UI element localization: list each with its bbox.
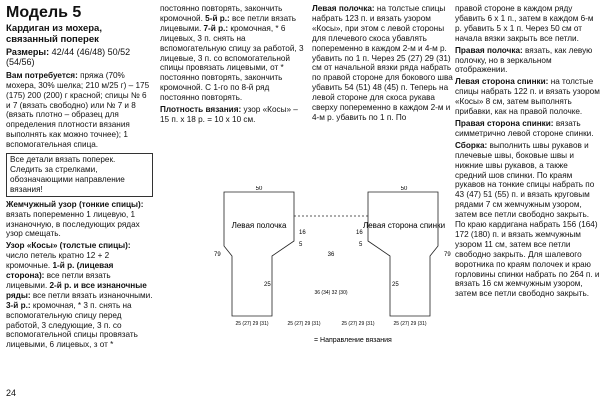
dim-sleeve-right: 5 bbox=[359, 242, 363, 248]
sizes-label: Размеры: bbox=[6, 47, 50, 57]
column-1 bbox=[6, 4, 153, 352]
cable-row2-label: 2-й р. и все изнаночные ряды: bbox=[6, 280, 147, 300]
back-right bbox=[455, 119, 601, 139]
cable-text: число петель кратно 12 + 2 кромочные. bbox=[6, 251, 110, 271]
dim-top-left: 50 bbox=[255, 186, 263, 192]
cable-row1-text: все петли вязать лицевыми. bbox=[6, 271, 111, 290]
left-front-piece bbox=[224, 192, 294, 316]
cable-row3-text: кромочная, * 3 п. снять на вспомогательную спицу перед работой, 3 следующие, 3 п. со вспомогательной спицы провязать лицевыми, 6 лицевых, з от * bbox=[6, 300, 138, 350]
assembly-text: выполнить швы рукавов и плечевые швы, боковые швы и нижние швы рукавов, а также средний шов спинки. По краям рукавов на тонкие спицы набрать по 43 (47) 51 (55) п. и вязать круговым рядами 7 см жемчужным узором, затем все петли свободно закрыть. По краю кардигана набрать 156 (164) 172 (180) п. и вязать жемчужным узором 11 см, затем все петли свободно закрыть. Для шалевого воротника по краям полочек и краю горловины спинки набрать по 264 п. и вязать 16 см жемчужным узором, затем все петли свободно закрыть. bbox=[455, 140, 600, 299]
model-subtitle: Кардиган из мохера, связанный поперек bbox=[6, 23, 102, 45]
dim-sleeve-left: 5 bbox=[299, 242, 303, 248]
dim-center-width: 36 bbox=[327, 252, 335, 258]
dim-side-left: 25 bbox=[264, 282, 271, 288]
dim-bottom-c: 25 (27) 29 (31) bbox=[341, 321, 375, 327]
cable-row2-text: все петли вязать изнаночными. bbox=[32, 290, 153, 300]
cable-continued bbox=[160, 4, 308, 103]
dim-bottom-a: 25 (27) 29 (31) bbox=[235, 321, 269, 327]
dim-height-right: 79 bbox=[444, 252, 451, 258]
row7-label: 7-й р.: bbox=[203, 23, 229, 33]
materials-label: Вам потребуется: bbox=[6, 70, 78, 80]
dim-height-left: 79 bbox=[214, 252, 221, 258]
column-2 bbox=[160, 4, 308, 127]
row7-text: кромочная, * 6 лицевых, 3 п. снять на вспомогательную спицу за работой, 3 лицевые, 3 п. со вспомогательной спицы провязать лицевыми, от * постоянно повторять, закончить кромочной. С 1-го по 8-й ряд постоянно повторять. bbox=[160, 23, 304, 103]
dim-bottom-b: 25 (27) 29 (31) bbox=[287, 321, 321, 327]
gauge bbox=[160, 105, 308, 125]
pearl-text: вязать попеременно 1 лицевую, 1 изнаночную, в последующих рядах узор смещать. bbox=[6, 209, 140, 239]
left-front-label: Левая полочка: bbox=[312, 4, 375, 13]
pearl-title: Жемчужный узор (тонкие спицы): bbox=[6, 199, 144, 209]
assembly bbox=[455, 141, 601, 300]
back-left bbox=[455, 77, 601, 117]
label-left-front: Левая полочка bbox=[231, 221, 287, 230]
cable-title: Узор «Косы» (толстые спицы): bbox=[6, 241, 131, 251]
legend-text: = Направление вязания bbox=[314, 337, 392, 344]
back-left-text: на толстые спицы набрать 122 п. и вязать узором «Косы» 8 см, затем выполнять прибавки, как на правой полочке. bbox=[455, 77, 600, 117]
sizes-value: 42/44 (46/48) 50/52 (54/56) bbox=[6, 47, 131, 67]
page-number: 24 bbox=[6, 388, 17, 398]
right-front-text: вязать, как левую полочку, но в зеркальном отображении. bbox=[455, 45, 593, 75]
materials-text: пряжа (70% мохера, 30% шелка; 210 м/25 г) – 175 (175) 200 (200) г красной; спицы № 6 и 7 (вязать свободно) или № 7 и 8 (вязать плотно – образец для определения плотности вязания выполнять как можно точнее); 1 вспомогательная спица. bbox=[6, 70, 150, 150]
left-front-text: на толстые спицы набрать 123 п. и вязать узором «Косы», при этом с левой стороны для плечевого скоса убавлять попеременно в каждом 2-м и 4-м р. убавить по 1 п. Через 25 (27) 29 (31) см от начальной вязки ряда набрать по правой стороне для бокового шва убавить 54 (51) 48 (45) п. Теперь на левой стороне для скоса рукава сверху попеременно в каждом 2-м и 4-м р. убавить по 1 п. По bbox=[312, 4, 453, 122]
back-right-text: вязать симметрично левой стороне спинки. bbox=[455, 118, 594, 138]
assembly-label: Сборка: bbox=[455, 140, 488, 150]
materials bbox=[6, 71, 153, 150]
dim-center: 36 (34) 32 (30) bbox=[314, 290, 348, 296]
sizes bbox=[6, 48, 153, 68]
pearl-pattern bbox=[6, 200, 153, 240]
back-right-label: Правая сторона спинки: bbox=[455, 118, 554, 128]
pattern-diagram bbox=[204, 186, 458, 354]
left-front bbox=[312, 4, 453, 123]
dim-bottom-d: 25 (27) 29 (31) bbox=[393, 321, 427, 327]
back-piece bbox=[368, 192, 438, 316]
cable-row3-label: 3-й р.: bbox=[6, 300, 31, 310]
column-4 bbox=[455, 4, 601, 301]
cable-cont-text: постоянно повторять, закончить кромочной. bbox=[160, 4, 283, 23]
right-front-label: Правая полочка: bbox=[455, 45, 523, 55]
dim-neck-left: 16 bbox=[299, 230, 306, 236]
dim-top-right: 50 bbox=[400, 186, 408, 192]
left-front-cont: правой стороне в каждом ряду убавить 6 х 1 п., затем в каждом 6-м р. убавить 5 х 1 п. Через 50 см от начала вязки закрыть все петли. bbox=[455, 4, 594, 43]
label-back-left: Левая сторона спинки bbox=[362, 221, 446, 230]
cable-row1-label: 1-й р. (лицевая сторона): bbox=[6, 261, 114, 281]
row5-text: все петли вязать лицевыми. bbox=[160, 13, 296, 33]
direction-note: Все детали вязать поперек. Следить за стрелками, обозначающими направление вязания! bbox=[6, 153, 153, 197]
dim-neck-right: 16 bbox=[356, 230, 363, 236]
gauge-label: Плотность вязания: bbox=[160, 105, 242, 115]
row5-label: 5-й р.: bbox=[205, 13, 230, 23]
column-3 bbox=[312, 4, 453, 125]
right-front bbox=[455, 46, 601, 76]
back-left-label: Левая сторона спинки: bbox=[455, 77, 549, 87]
dim-side-right: 25 bbox=[392, 282, 399, 288]
gauge-text: узор «Косы» – 15 п. х 18 р. = 10 х 10 см. bbox=[160, 105, 298, 124]
cable-pattern bbox=[6, 241, 153, 350]
model-title: Модель 5 bbox=[6, 4, 82, 21]
